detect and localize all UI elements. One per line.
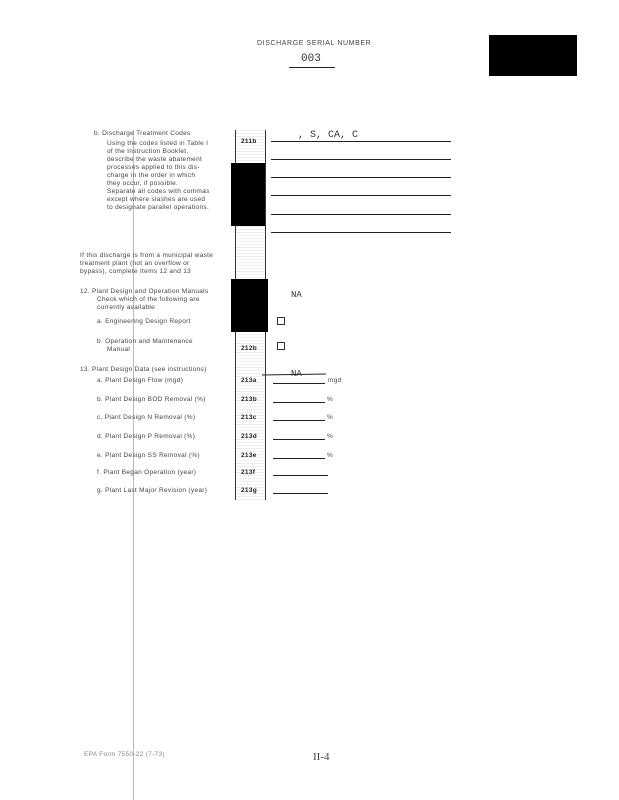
design-row-input[interactable]: [273, 383, 325, 384]
unit-label: %: [327, 433, 334, 440]
om-manual-label: b. Operation and Maintenance: [97, 338, 193, 345]
entry-line: [271, 159, 451, 160]
design-row-input[interactable]: [273, 493, 328, 494]
field-code: 213a: [241, 377, 257, 384]
entry-line: [271, 232, 451, 233]
page-title: DISCHARGE SERIAL NUMBER: [257, 40, 372, 47]
design-row-input[interactable]: [273, 420, 325, 421]
field-code: 213f: [241, 469, 256, 476]
instruction-line: except where slashes are used: [107, 196, 206, 203]
scan-fold-line: [133, 130, 134, 800]
instruction-line: to designate parallel operations.: [107, 204, 210, 211]
design-row-label: d. Plant Design P Removal (%): [97, 433, 196, 440]
serial-underline: [289, 67, 335, 68]
page-number: II-4: [313, 751, 330, 763]
unit-label: %: [327, 452, 334, 459]
design-row-input[interactable]: [273, 475, 328, 476]
unit-label: %: [327, 396, 334, 403]
om-manual-checkbox[interactable]: [277, 342, 285, 350]
entry-line: [271, 177, 451, 178]
instruction-line: processes applied to this dis-: [107, 164, 200, 171]
entry-line: [271, 214, 451, 215]
instruction-line: they occur, if possible.: [107, 180, 179, 187]
field-code: 213c: [241, 414, 257, 421]
item-12-sub: currently available: [97, 304, 156, 311]
design-row-label: g. Plant Last Major Revision (year): [97, 487, 208, 494]
instruction-line: charge in the order in which: [107, 172, 196, 179]
municipal-note-line: If this discharge is from a municipal waste: [80, 252, 214, 259]
unit-label: mgd: [328, 377, 342, 384]
field-code: 213b: [241, 396, 258, 403]
design-row-input[interactable]: [273, 402, 325, 403]
instruction-line: of the Instruction Booklet,: [107, 148, 189, 155]
serial-number: 003: [301, 53, 321, 65]
design-row-label: c. Plant Design N Removal (%): [97, 414, 196, 421]
design-row-label: f. Plant Began Operation (year): [97, 469, 197, 476]
entry-line: [271, 141, 451, 142]
treatment-codes-value[interactable]: , S, CA, C: [298, 130, 359, 141]
form-number: EPA Form 7550-22 (7-73): [84, 751, 165, 758]
municipal-note-line: treatment plant (not an overflow or: [80, 260, 190, 267]
item-12-value[interactable]: NA: [291, 290, 302, 300]
entry-line: [271, 195, 451, 196]
item-13-value[interactable]: NA: [291, 369, 302, 379]
field-code: 213d: [241, 433, 258, 440]
engineering-design-report-checkbox[interactable]: [277, 317, 285, 325]
redaction-box: [231, 279, 268, 332]
field-code: 212b: [241, 345, 258, 352]
instruction-line: Separate all codes with commas: [107, 188, 210, 195]
item-12-label: 12. Plant Design and Operation Manuals: [80, 288, 209, 295]
municipal-note-line: bypass), complete Items 12 and 13: [80, 268, 192, 275]
instruction-line: Using the codes listed in Table I: [107, 140, 209, 147]
design-row-input[interactable]: [273, 458, 325, 459]
unit-label: %: [327, 414, 334, 421]
item-13-label: 13. Plant Design Data (see instructions): [80, 366, 207, 373]
engineering-design-report-label: a. Engineering Design Report: [97, 318, 191, 325]
design-row-label: e. Plant Design SS Removal (%): [97, 452, 200, 459]
section-b-label: b. Discharge Treatment Codes: [94, 130, 191, 137]
item-12-sub: Check which of the following are: [97, 296, 200, 303]
design-row-label: b. Plant Design BOD Removal (%): [97, 396, 206, 403]
redaction-box: [231, 163, 265, 226]
field-code: 213e: [241, 452, 257, 459]
instruction-line: describe the waste abatement: [107, 156, 203, 163]
design-row-label: a. Plant Design Flow (mgd): [97, 377, 184, 384]
design-row-input[interactable]: [273, 439, 325, 440]
om-manual-label: Manual: [107, 346, 131, 353]
field-code: 213g: [241, 487, 258, 494]
redaction-box: [489, 35, 577, 76]
field-code: 211b: [241, 138, 257, 145]
